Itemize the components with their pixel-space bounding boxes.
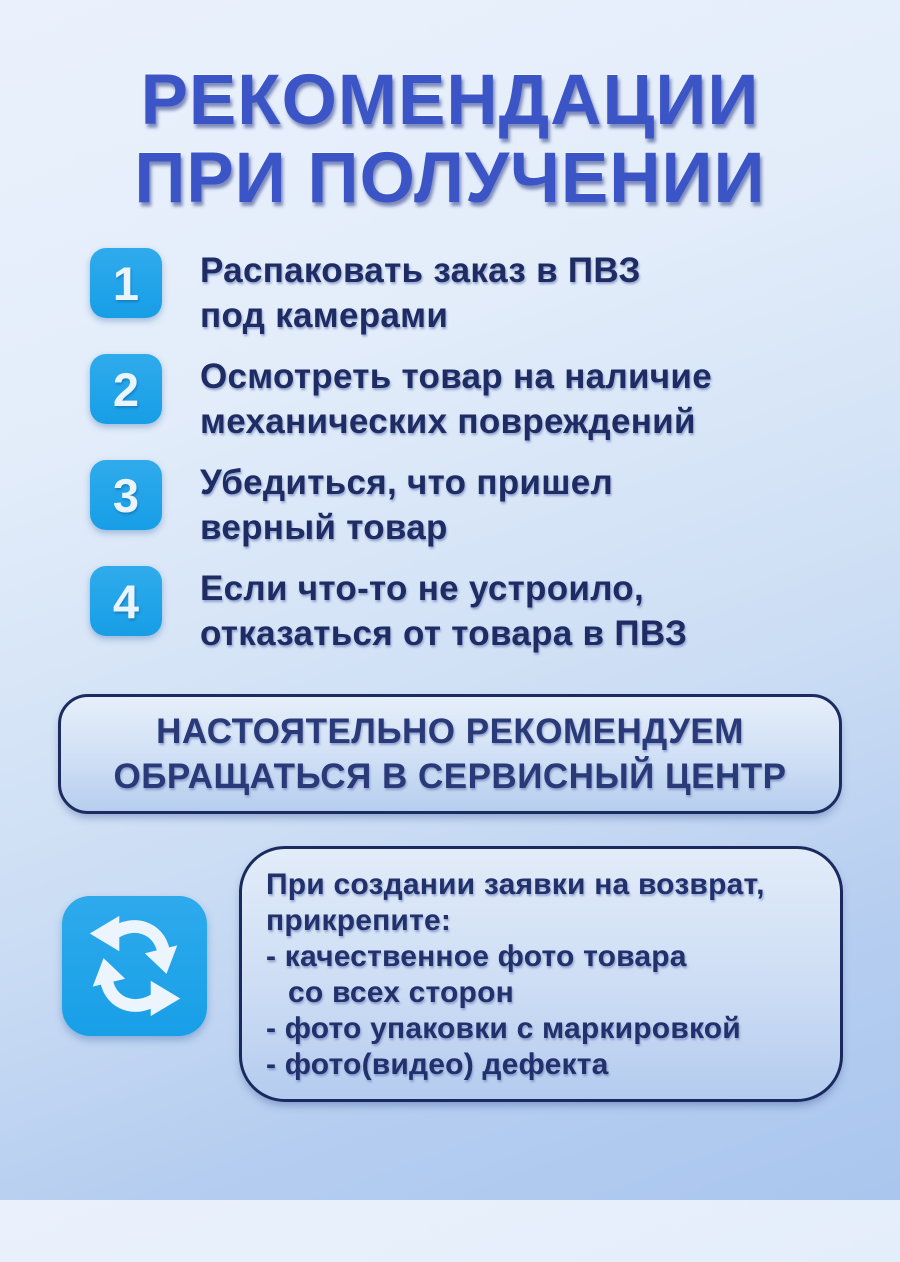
step-text-line: механических повреждений [200,402,696,441]
step-text-line: Осмотреть товар на наличие [200,357,713,396]
page-title-line-1: РЕКОМЕНДАЦИИ [140,61,760,140]
page-title [0,62,900,218]
step-text-line: верный товар [200,508,448,547]
banner-line-1: НАСТОЯТЕЛЬНО РЕКОМЕНДУЕМ [156,712,744,751]
step-number-badge: 3 [90,460,162,530]
return-section [0,846,900,1102]
return-line: - фото упаковки с маркировкой [266,1012,741,1045]
steps-list [0,248,900,656]
return-line: - качественное фото товара [266,940,687,973]
step-text [200,248,641,338]
return-line: прикрепите: [266,904,452,937]
step-number-badge: 2 [90,354,162,424]
step-text-line: отказаться от товара в ПВЗ [200,614,688,653]
step-text-line: Распаковать заказ в ПВЗ [200,251,641,290]
step-text [200,354,712,444]
return-line: со всех сторон [288,976,514,1009]
step-number-badge: 1 [90,248,162,318]
step-item-4 [90,566,900,656]
poster [0,62,900,1262]
service-center-banner [58,694,842,814]
step-text [200,566,687,656]
step-text [200,460,613,550]
infographic-page [0,62,900,1262]
return-line: При создании заявки на возврат, [266,868,765,901]
step-item-1 [90,248,900,338]
step-item-3 [90,460,900,550]
step-text-line: Убедиться, что пришел [200,463,614,502]
step-number-badge: 4 [90,566,162,636]
step-text-line: Если что-то не устроило, [200,569,644,608]
banner-line-2: ОБРАЩАТЬСЯ В СЕРВИСНЫЙ ЦЕНТР [113,757,787,796]
page-title-line-2: ПРИ ПОЛУЧЕНИИ [134,139,766,218]
step-text-line: под камерами [200,296,449,335]
step-item-2 [90,354,900,444]
return-line: - фото(видео) дефекта [266,1048,609,1081]
return-instructions-box [239,846,843,1102]
exchange-arrows-icon [62,896,207,1036]
